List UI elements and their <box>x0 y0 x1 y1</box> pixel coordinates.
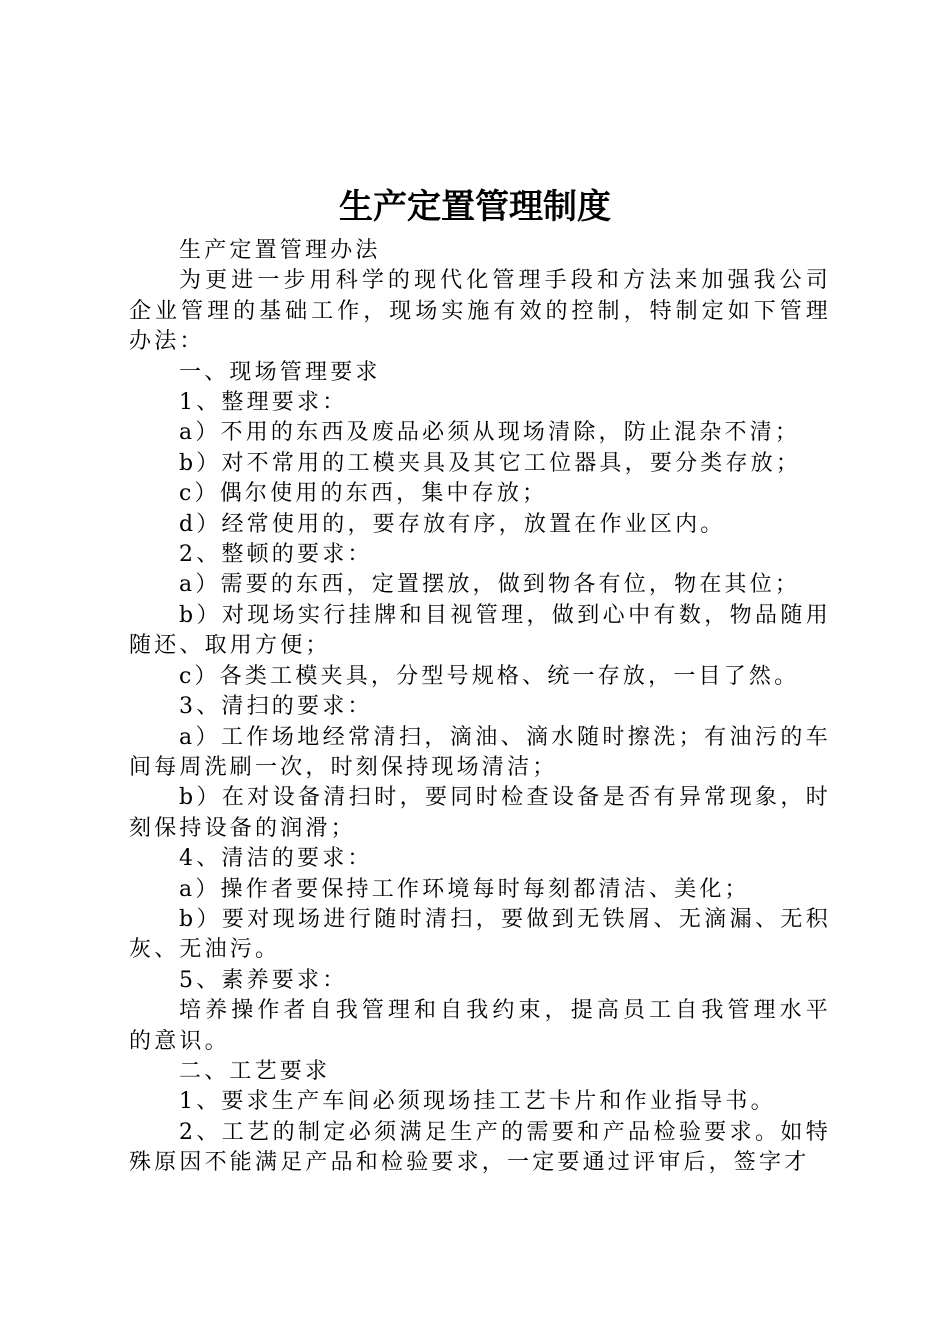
list-item: 2、工艺的制定必须满足生产的需要和产品检验要求。如特殊原因不能满足产品和检验要求，一定要通过评审后，签字才 <box>129 1119 831 1176</box>
list-item: b）要对现场进行随时清扫，要做到无铁屑、无滴漏、无积灰、无油污。 <box>129 906 831 963</box>
list-item: c）各类工模夹具，分型号规格、统一存放，一目了然。 <box>179 663 800 689</box>
list-item: c）偶尔使用的东西，集中存放； <box>179 481 548 507</box>
list-item: d）经常使用的，要存放有序，放置在作业区内。 <box>179 511 726 537</box>
subsection-heading: 4、清洁的要求： <box>179 846 373 872</box>
paragraph: 生产定置管理办法 <box>179 238 381 263</box>
list-item: a）不用的东西及废品必须从现场清除，防止混杂不清； <box>179 420 801 446</box>
list-item: 1、要求生产车间必须现场挂工艺卡片和作业指导书。 <box>179 1089 776 1115</box>
list-item: a）需要的东西，定置摆放，做到物各有位，物在其位； <box>179 572 801 598</box>
list-item: b）对现场实行挂牌和目视管理，做到心中有数，物品随用随还、取用方便； <box>129 602 831 659</box>
subsection-heading: 3、清扫的要求： <box>179 694 373 720</box>
list-item: b）在对设备清扫时，要同时检查设备是否有异常现象，时刻保持设备的润滑； <box>129 785 831 841</box>
subsection-heading: 1、整理要求： <box>179 390 348 416</box>
document-title: 生产定置管理制度 <box>339 187 611 227</box>
list-item: a）操作者要保持工作环境每时每刻都清洁、美化； <box>179 876 750 902</box>
subsection-heading: 5、素养要求： <box>179 967 348 993</box>
list-item: a）工作场地经常清扫，滴油、滴水随时擦洗；有油污的车间每周洗刷一次，时刻保持现场清洁； <box>129 724 831 780</box>
subsection-heading: 2、整顿的要求： <box>179 542 373 568</box>
section-heading: 一、现场管理要求 <box>179 359 381 385</box>
paragraph: 为更进一步用科学的现代化管理手段和方法来加强我公司企业管理的基础工作，现场实施有效的控制，特制定如下管理办法： <box>129 268 831 355</box>
paragraph: 培养操作者自我管理和自我约束，提高员工自我管理水平的意识。 <box>129 998 831 1054</box>
document-body <box>129 236 831 1179</box>
list-item: b）对不常用的工模夹具及其它工位器具，要分类存放； <box>179 450 802 476</box>
section-heading: 二、工艺要求 <box>179 1058 331 1084</box>
